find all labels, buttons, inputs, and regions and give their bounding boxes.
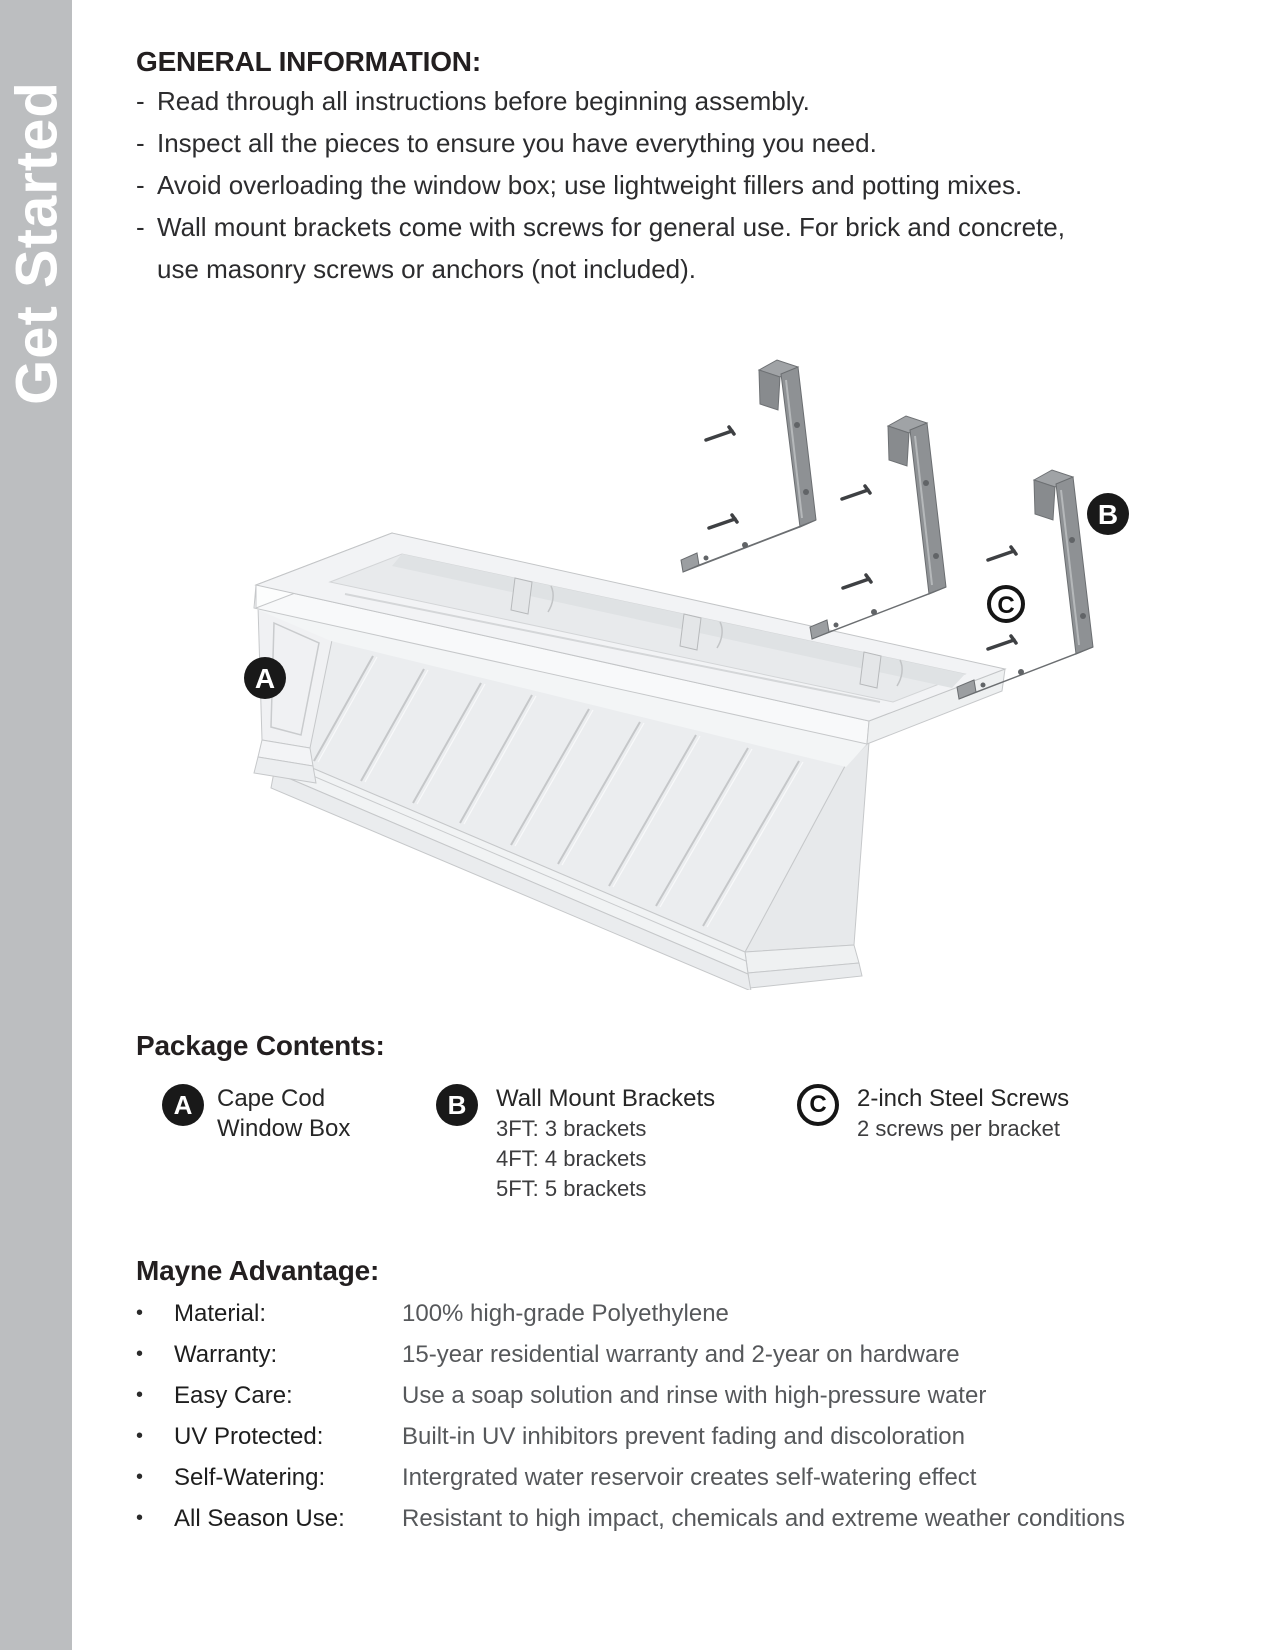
mayne-advantage-heading: Mayne Advantage: [136, 1255, 380, 1286]
advantage-row [136, 1416, 1246, 1457]
bullet-text: Wall mount brackets come with screws for general use. For brick and concrete, [157, 212, 1065, 242]
svg-text:B: B [1097, 499, 1119, 530]
package-contents-heading: Package Contents: [136, 1030, 385, 1061]
svg-text:C: C [997, 592, 1015, 619]
dot-bullet: • [136, 1343, 144, 1365]
list-item [136, 164, 1216, 206]
advantage-value: 100% high-grade Polyethylene [402, 1300, 729, 1327]
package-item-b [436, 1084, 715, 1204]
dot-bullet: • [136, 1507, 144, 1529]
advantage-value: Built-in UV inhibitors prevent fading and discoloration [402, 1423, 965, 1450]
dash-bullet: - [136, 212, 145, 242]
advantage-row [136, 1498, 1246, 1539]
item-a-title-line2: Window Box [217, 1115, 351, 1142]
parts-diagram [0, 330, 1275, 990]
dot-bullet: • [136, 1466, 144, 1488]
window-box-illustration [254, 533, 1005, 990]
item-c-title: 2-inch Steel Screws [857, 1085, 1070, 1112]
dot-bullet: • [136, 1302, 144, 1324]
advantage-label: Warranty: [174, 1341, 278, 1368]
bullet-text: Inspect all the pieces to ensure you have everything you need. [157, 128, 877, 158]
list-item [136, 80, 1216, 122]
wall-bracket-2 [810, 416, 946, 639]
item-c-detail: 2 screws per bracket [857, 1116, 1060, 1141]
advantage-value: Use a soap solution and rinse with high-pressure water [402, 1382, 987, 1409]
bullet-text: Read through all instructions before beginning assembly. [157, 86, 810, 116]
advantage-value: 15-year residential warranty and 2-year on hardware [402, 1341, 960, 1368]
item-b-detail: 3FT: 3 brackets [496, 1116, 647, 1141]
item-b-detail: 5FT: 5 brackets [496, 1176, 647, 1201]
item-b-detail: 4FT: 4 brackets [496, 1146, 647, 1171]
advantage-row [136, 1375, 1246, 1416]
list-item [136, 122, 1216, 164]
mayne-advantage-section [136, 1253, 1246, 1539]
general-information-heading: GENERAL INFORMATION: [136, 46, 481, 77]
dot-bullet: • [136, 1384, 144, 1406]
page-title-vertical: Get Started [4, 81, 70, 405]
advantage-row [136, 1457, 1246, 1498]
dash-bullet: - [136, 128, 145, 158]
advantage-label: All Season Use: [174, 1505, 345, 1532]
bullet-text-continuation: use masonry screws or anchors (not included). [157, 254, 697, 284]
dot-bullet: • [136, 1425, 144, 1447]
package-contents-section [136, 1028, 1256, 1238]
advantage-row [136, 1334, 1246, 1375]
dash-bullet: - [136, 86, 145, 116]
advantage-label: Easy Care: [174, 1382, 293, 1409]
list-item [136, 206, 1216, 248]
diagram-marker-a [244, 657, 286, 699]
item-a-marker: A [162, 1084, 204, 1126]
item-a-title-line1: Cape Cod [217, 1085, 326, 1112]
advantage-value: Intergrated water reservoir creates self-watering effect [402, 1464, 977, 1491]
item-c-marker: C [797, 1084, 839, 1126]
diagram-marker-b [1087, 493, 1129, 535]
svg-text:A: A [254, 663, 276, 694]
advantage-row [136, 1293, 1246, 1334]
advantage-label: Material: [174, 1300, 267, 1327]
advantage-label: Self-Watering: [174, 1464, 326, 1491]
package-item-c [797, 1084, 1069, 1144]
item-b-marker: B [436, 1084, 478, 1126]
package-item-a [162, 1084, 350, 1144]
advantage-value: Resistant to high impact, chemicals and extreme weather conditions [402, 1505, 1126, 1532]
diagram-marker-c [989, 587, 1023, 621]
wall-bracket-1 [681, 360, 816, 572]
item-b-title: Wall Mount Brackets [496, 1085, 716, 1112]
advantage-label: UV Protected: [174, 1423, 324, 1450]
dash-bullet: - [136, 170, 145, 200]
general-information-section [136, 44, 1216, 290]
bullet-text: Avoid overloading the window box; use lightweight fillers and potting mixes. [157, 170, 1023, 200]
